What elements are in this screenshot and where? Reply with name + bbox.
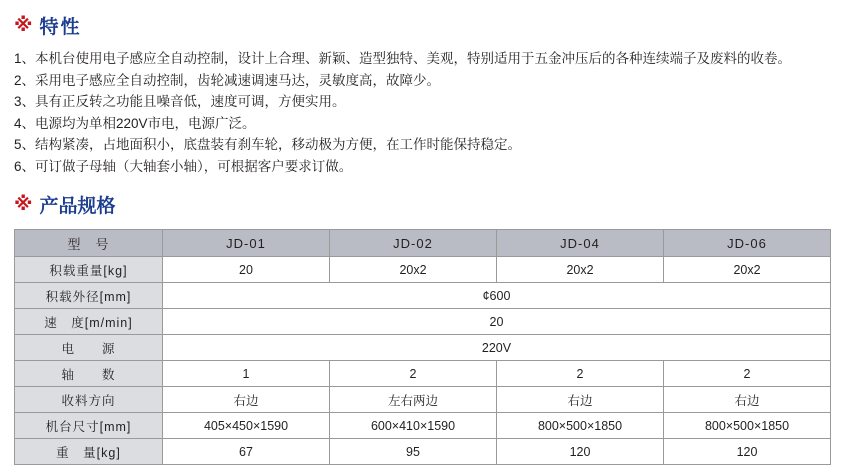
table-cell: 600×410×1590 xyxy=(330,413,497,439)
features-section-heading xyxy=(14,0,844,39)
list-item: 2、采用电子感应全自动控制，齿轮减速调速马达，灵敏度高，故障少。 xyxy=(14,72,441,88)
table-cell: 120 xyxy=(664,439,831,465)
table-cell: 20x2 xyxy=(664,257,831,283)
table-header-row xyxy=(15,230,831,257)
row-label: 轴 数 xyxy=(15,361,163,387)
spec-section-heading xyxy=(14,191,844,218)
table-cell-merged: 220V xyxy=(163,335,831,361)
table-cell: 右边 xyxy=(664,387,831,413)
table-cell: 2 xyxy=(497,361,664,387)
table-cell: 左右两边 xyxy=(330,387,497,413)
features-list xyxy=(14,48,844,177)
column-header-jd06: JD-06 xyxy=(664,230,831,257)
table-cell: 67 xyxy=(163,439,330,465)
row-label: 重 量[kg] xyxy=(15,439,163,465)
spec-table xyxy=(14,229,831,465)
list-item: 4、电源均为单相220V市电，电源广泛。 xyxy=(14,115,256,131)
column-header-model: 型 号 xyxy=(15,230,163,257)
row-label: 速 度[m/min] xyxy=(15,309,163,335)
row-label: 机台尺寸[mm] xyxy=(15,413,163,439)
table-row xyxy=(15,309,831,335)
list-item: 5、结构紧凑，占地面积小，底盘装有刹车轮，移动极为方便，在工作时能保持稳定。 xyxy=(14,137,522,152)
table-row xyxy=(15,413,831,439)
table-cell: 1 xyxy=(163,361,330,387)
list-item: 6、可订做子母轴（大轴套小轴），可根据客户要求订做。 xyxy=(14,158,353,174)
table-row xyxy=(15,257,831,283)
table-cell: 95 xyxy=(330,439,497,465)
features-section-title: 特性 xyxy=(39,17,82,38)
table-cell: 右边 xyxy=(163,387,330,413)
table-row xyxy=(15,387,831,413)
table-cell: 405×450×1590 xyxy=(163,413,330,439)
table-cell-merged: ¢600 xyxy=(163,283,831,309)
list-item: 3、具有正反转之功能且噪音低，速度可调，方便实用。 xyxy=(14,94,346,109)
row-label: 积载重量[kg] xyxy=(15,257,163,283)
table-cell: 20 xyxy=(163,257,330,283)
table-row xyxy=(15,361,831,387)
row-label: 收料方向 xyxy=(15,387,163,413)
table-row xyxy=(15,283,831,309)
table-cell: 右边 xyxy=(497,387,664,413)
asterisk-mark-icon: ※ xyxy=(14,15,33,36)
table-cell: 2 xyxy=(664,361,831,387)
table-cell: 20x2 xyxy=(330,257,497,283)
column-header-jd02: JD-02 xyxy=(330,230,497,257)
table-cell: 2 xyxy=(330,361,497,387)
list-item: 1、本机台使用电子感应全自动控制，设计上合理、新颖、造型独特、美观，特别适用于五金冲压后的各种连续端子及废料的收卷。 xyxy=(14,51,792,66)
asterisk-mark-icon: ※ xyxy=(14,194,33,215)
column-header-jd04: JD-04 xyxy=(497,230,664,257)
row-label: 电 源 xyxy=(15,335,163,361)
table-cell: 120 xyxy=(497,439,664,465)
table-cell: 800×500×1850 xyxy=(664,413,831,439)
row-label: 积载外径[mm] xyxy=(15,283,163,309)
spec-section-title: 产品规格 xyxy=(39,196,116,217)
table-row xyxy=(15,335,831,361)
table-cell: 800×500×1850 xyxy=(497,413,664,439)
table-cell: 20x2 xyxy=(497,257,664,283)
column-header-jd01: JD-01 xyxy=(163,230,330,257)
table-cell-merged: 20 xyxy=(163,309,831,335)
